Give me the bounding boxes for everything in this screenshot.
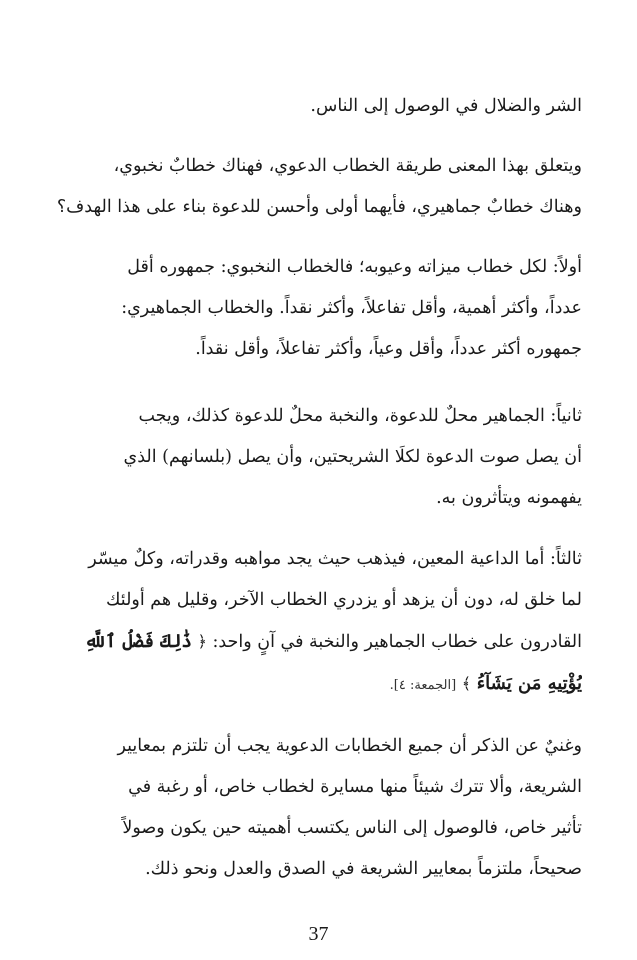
- verse-reference: [الجمعة: ٤].: [389, 678, 457, 693]
- text-line: أولاً: لكل خطاب ميزاته وعيوبه؛ فالخطاب النخبوي: جمهوره أقل: [127, 257, 582, 277]
- text-line: [50, 621, 582, 663]
- text-line: يفهمونه ويتأثرون به.: [436, 488, 582, 508]
- text-line: عدداً، وأكثر أهمية، وأقل تفاعلاً، وأكثر نقداً. والخطاب الجماهيري:: [121, 298, 582, 318]
- text-line: الشر والضلال في الوصول إلى الناس.: [310, 96, 582, 116]
- text-line: وهناك خطابٌ جماهيري، فأيهما أولى وأحسن للدعوة بناء على هذا الهدف؟: [56, 197, 582, 217]
- text-line: تأثير خاص، فالوصول إلى الناس يكتسب أهميته حين يكون وصولاً: [122, 818, 582, 838]
- quran-bracket-open: ﴿: [197, 632, 207, 651]
- text-line: أن يصل صوت الدعوة لكلَا الشريحتين، وأن يصل (بلسانهم) الذي: [123, 447, 582, 467]
- paragraph-intro-continuation: [50, 86, 582, 127]
- quran-verse-part1: ذَٰلِكَ فَضْلُ ٱللَّهِ: [84, 631, 192, 652]
- page-number: 37: [308, 923, 329, 945]
- text-line: ثالثاً: أما الداعية المعين، فيذهب حيث يجد مواهبه وقدراته، وكلٌ ميسّر: [88, 549, 582, 569]
- paragraph-second-point: [50, 396, 582, 519]
- text-line: لما خلق له، دون أن يزهد أو يزدري الخطاب الآخر، وقليل هم أولئك: [106, 590, 582, 610]
- text-line: ويتعلق بهذا المعنى طريقة الخطاب الدعوي، فهناك خطابٌ نخبوي،: [113, 156, 582, 176]
- text-line: وغنيٌ عن الذكر أن جميع الخطابات الدعوية يجب أن تلتزم بمعايير: [117, 736, 582, 756]
- paragraph-first-point: [50, 247, 582, 370]
- text-line: [50, 663, 582, 706]
- paragraph-third-point: [50, 539, 582, 706]
- quran-bracket-close: ﴾: [461, 674, 472, 693]
- text-line: جمهوره أكثر عدداً، وأقل وعياً، وأكثر تفاعلاً، وأقل نقداً.: [195, 339, 582, 359]
- text-line: ثانياً: الجماهير محلٌ للدعوة، والنخبة محلٌ للدعوة كذلك، ويجب: [138, 406, 582, 426]
- paragraph-closing: [50, 726, 582, 890]
- text-line: الشريعة، وألا تترك شيئاً منها مسايرة لخطاب خاص، أو رغبة في: [128, 777, 582, 797]
- paragraph-discourse-type: [50, 146, 582, 228]
- text-segment: القادرون على خطاب الجماهير والنخبة في آنٍ واحد:: [212, 632, 582, 652]
- quran-verse-part2: يُؤْتِيهِ مَن يَشَآءُ: [476, 673, 582, 694]
- text-line: صحيحاً، ملتزماً بمعايير الشريعة في الصدق والعدل ونحو ذلك.: [145, 859, 582, 879]
